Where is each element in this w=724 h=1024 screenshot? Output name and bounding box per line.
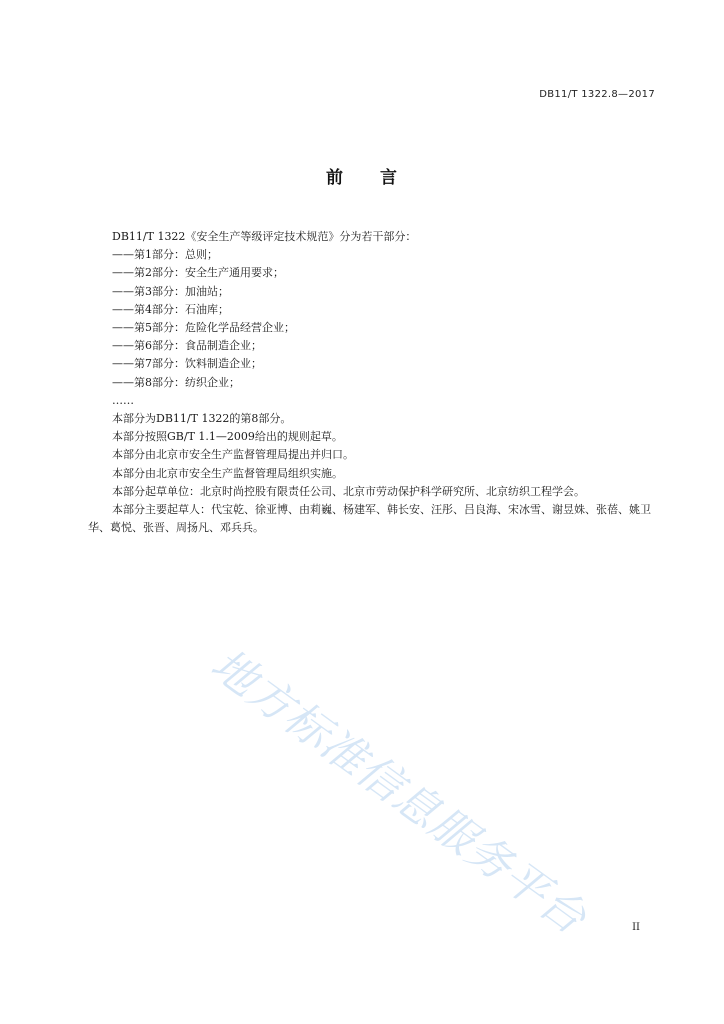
watermark: 地方标准信息服务平台 [201, 638, 596, 945]
paragraph: 本部分起草单位：北京时尚控股有限责任公司、北京市劳动保护科学研究所、北京纺织工程学会。 [112, 484, 585, 498]
paragraph: 本部分由北京市安全生产监督管理局提出并归口。 [112, 448, 354, 462]
paragraph: 本部分按照GB/T 1.1—2009给出的规则起草。 [112, 430, 343, 444]
page-number: II [632, 922, 640, 933]
standard-code: DB11/T 1322.8—2017 [539, 89, 655, 100]
paragraph: 本部分由北京市安全生产监督管理局组织实施。 [112, 466, 343, 480]
part-item: ——第6部分：食品制造企业； [112, 339, 262, 353]
intro-line: DB11/T 1322《安全生产等级评定技术规范》分为若干部分： [112, 230, 417, 243]
page-title: 前 言 [326, 168, 398, 188]
part-item: ——第2部分：安全生产通用要求； [112, 266, 284, 280]
part-item: ——第4部分：石油库； [112, 302, 229, 316]
part-item: ——第8部分：纺织企业； [112, 375, 240, 389]
part-item: ——第3部分：加油站； [112, 284, 229, 298]
foreword-body [88, 228, 668, 537]
part-item: ——第7部分：饮料制造企业； [112, 357, 262, 371]
part-ellipsis: …… [112, 393, 134, 407]
part-item: ——第5部分：危险化学品经营企业； [112, 321, 295, 335]
part-item: ——第1部分：总则； [112, 248, 218, 262]
paragraph: 本部分为DB11/T 1322的第8部分。 [112, 412, 292, 426]
paragraph-drafters: 本部分主要起草人：代宝乾、徐亚博、由莉巍、杨建军、韩长安、汪彤、吕良海、宋冰雪、谢昱姝、张蓓、姚卫华、葛悦、张晋、周扬凡、邓兵兵。 [88, 503, 651, 535]
